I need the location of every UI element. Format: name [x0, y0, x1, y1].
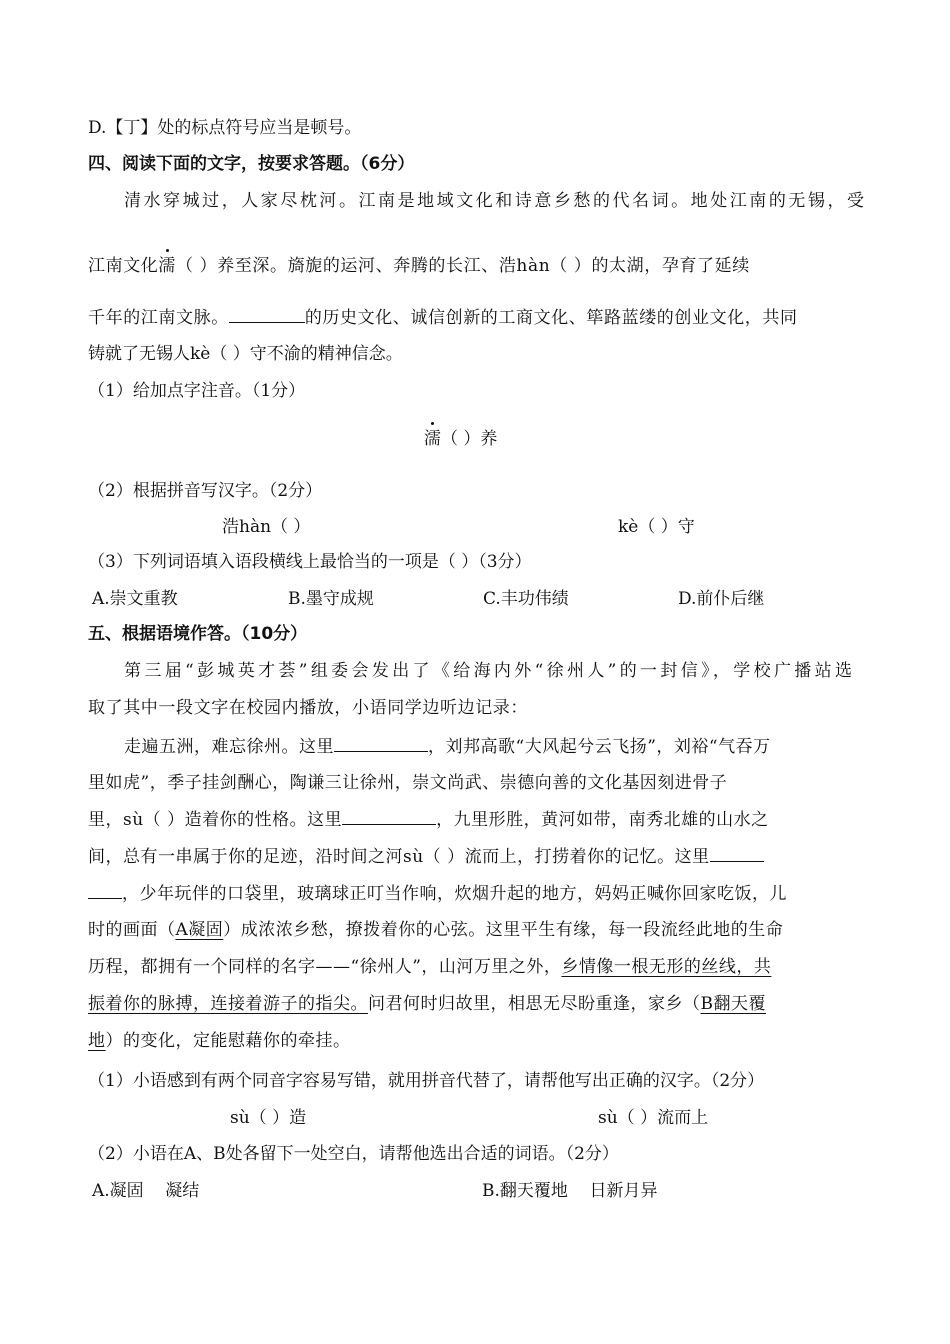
sec5-letter-line-7: [88, 956, 771, 978]
text-span: 的历史文化、诚信创新的工商文化、筚路蓝缕的创业文化，共同: [304, 308, 798, 328]
option-d: D.【丁】处的标点符号应当是顿号。: [88, 118, 362, 138]
sec5-intro-line-2: 取了其中一段文字在校园内播放，小语同学边听边记录：: [88, 698, 528, 718]
sec5-letter-line-9: [88, 1030, 351, 1052]
text-span: 问君何时归故里，相思无尽盼重逢，家乡（: [368, 994, 701, 1014]
sec5-q1-item-a: sù（ ）造: [230, 1108, 307, 1128]
sec5-letter-line-4: [88, 845, 764, 868]
blank-b-label: 地: [88, 1031, 106, 1051]
sec5-intro-line-1: 第三届“彭城英才荟”组委会发出了《给海内外“徐州人”的一封信》，学校广播站选: [124, 661, 852, 681]
text-span: ）的变化，定能慰藉你的牵挂。: [105, 1031, 351, 1051]
blank-a-label: A凝固: [175, 920, 224, 940]
section-5-heading: 五、根据语境作答。（10分）: [88, 624, 308, 644]
section-4-heading: 四、阅读下面的文字，按要求答题。（6分）: [88, 154, 415, 174]
text-span: ）成浓浓乡愁，撩拨着你的心弦。这里平生有缘，每一段流经此地的生命: [223, 920, 784, 940]
fill-blank[interactable]: [88, 882, 122, 899]
sec4-q3-option-a: A.崇文重教: [92, 589, 178, 609]
fill-blank[interactable]: [710, 845, 764, 862]
text-span: （ ）养至深。旖旎的运河、奔腾的长江、浩hàn（ ）的太湖，孕育了延续: [176, 256, 750, 276]
fill-blank[interactable]: [342, 808, 436, 825]
sec4-paragraph-line-2: [88, 255, 750, 277]
text-span: （ ）养: [441, 429, 498, 449]
fill-blank[interactable]: [334, 735, 428, 752]
text-span: 千年的江南文脉。: [88, 308, 229, 328]
sec4-q2-item-a: 浩hàn（ ）: [222, 517, 311, 537]
sec5-q1-item-b: sù（ ）流而上: [598, 1108, 709, 1128]
sec5-letter-line-5: [88, 882, 787, 905]
sec5-q2: （2）小语在A、B处各留下一处空白，请帮他选出合适的词语。（2分）: [88, 1144, 619, 1164]
dotted-char: 濡: [424, 429, 441, 449]
sec4-q2-item-b: kè（ ）守: [618, 517, 695, 537]
sec5-letter-line-1: [124, 735, 771, 758]
sec4-q3-option-c: C.丰功伟绩: [483, 589, 569, 609]
text-span: ，九里形胜，黄河如带，南秀北雄的山水之: [436, 810, 769, 830]
sec5-letter-line-3: [88, 808, 769, 831]
fill-blank[interactable]: [229, 306, 305, 323]
sec4-paragraph-line-4: 铸就了无锡人kè（ ）守不渝的精神信念。: [88, 344, 403, 364]
text-span: 时的画面（: [88, 920, 176, 940]
text-span: 里，sù（ ）造着你的性格。这里: [88, 810, 343, 830]
sec5-letter-line-2: 里如虎”，季子挂剑酬心，陶谦三让徐州，崇文尚武、崇德向善的文化基因刻进骨子: [88, 773, 728, 793]
sec4-q1-item: [424, 428, 497, 450]
text-span: 走遍五洲，难忘徐州。这里: [124, 737, 334, 757]
sec5-q2-option-a: A.凝固 凝结: [92, 1181, 200, 1201]
sec5-q1: （1）小语感到有两个同音字容易写错，就用拼音代替了，请帮他写出正确的汉字。（2分）: [88, 1071, 765, 1091]
sec4-q1: （1）给加点字注音。（1分）: [88, 381, 306, 401]
text-span: ，刘邦高歌“大风起兮云飞扬”，刘裕“气吞万: [428, 737, 771, 757]
underlined-sentence: 振着你的脉搏，连接着游子的指尖。: [88, 994, 368, 1014]
blank-b-label: B翻天覆: [700, 994, 766, 1014]
sec5-q2-option-b: B.翻天覆地 日新月异: [482, 1181, 658, 1201]
text-span: ，少年玩伴的口袋里，玻璃球正叮当作响，炊烟升起的地方，妈妈正喊你回家吃饭，儿: [122, 884, 787, 904]
sec5-letter-line-8: [88, 993, 766, 1015]
text-span: 间，总有一串属于你的足迹，沿时间之河sù（ ）流而上，打捞着你的记忆。这里: [88, 847, 710, 867]
sec4-q3-option-b: B.墨守成规: [288, 589, 374, 609]
sec4-q3: （3）下列词语填入语段横线上最恰当的一项是（ ）（3分）: [88, 552, 532, 572]
sec4-paragraph-line-1: 清水穿城过，人家尽枕河。江南是地域文化和诗意乡愁的代名词。地处江南的无锡，受: [124, 191, 864, 211]
sec4-q2: （2）根据拼音写汉字。（2分）: [88, 481, 323, 501]
text-span: 历程，都拥有一个同样的名字——“徐州人”，山河万里之外，: [88, 957, 562, 977]
dotted-char: 濡: [158, 256, 177, 276]
sec5-letter-line-6: [88, 919, 783, 941]
sec4-q3-option-d: D.前仆后继: [678, 589, 765, 609]
text-span: 江南文化: [88, 256, 159, 276]
sec4-paragraph-line-3: [88, 306, 798, 329]
underlined-sentence: 乡情像一根无形的丝线，共: [561, 957, 772, 977]
